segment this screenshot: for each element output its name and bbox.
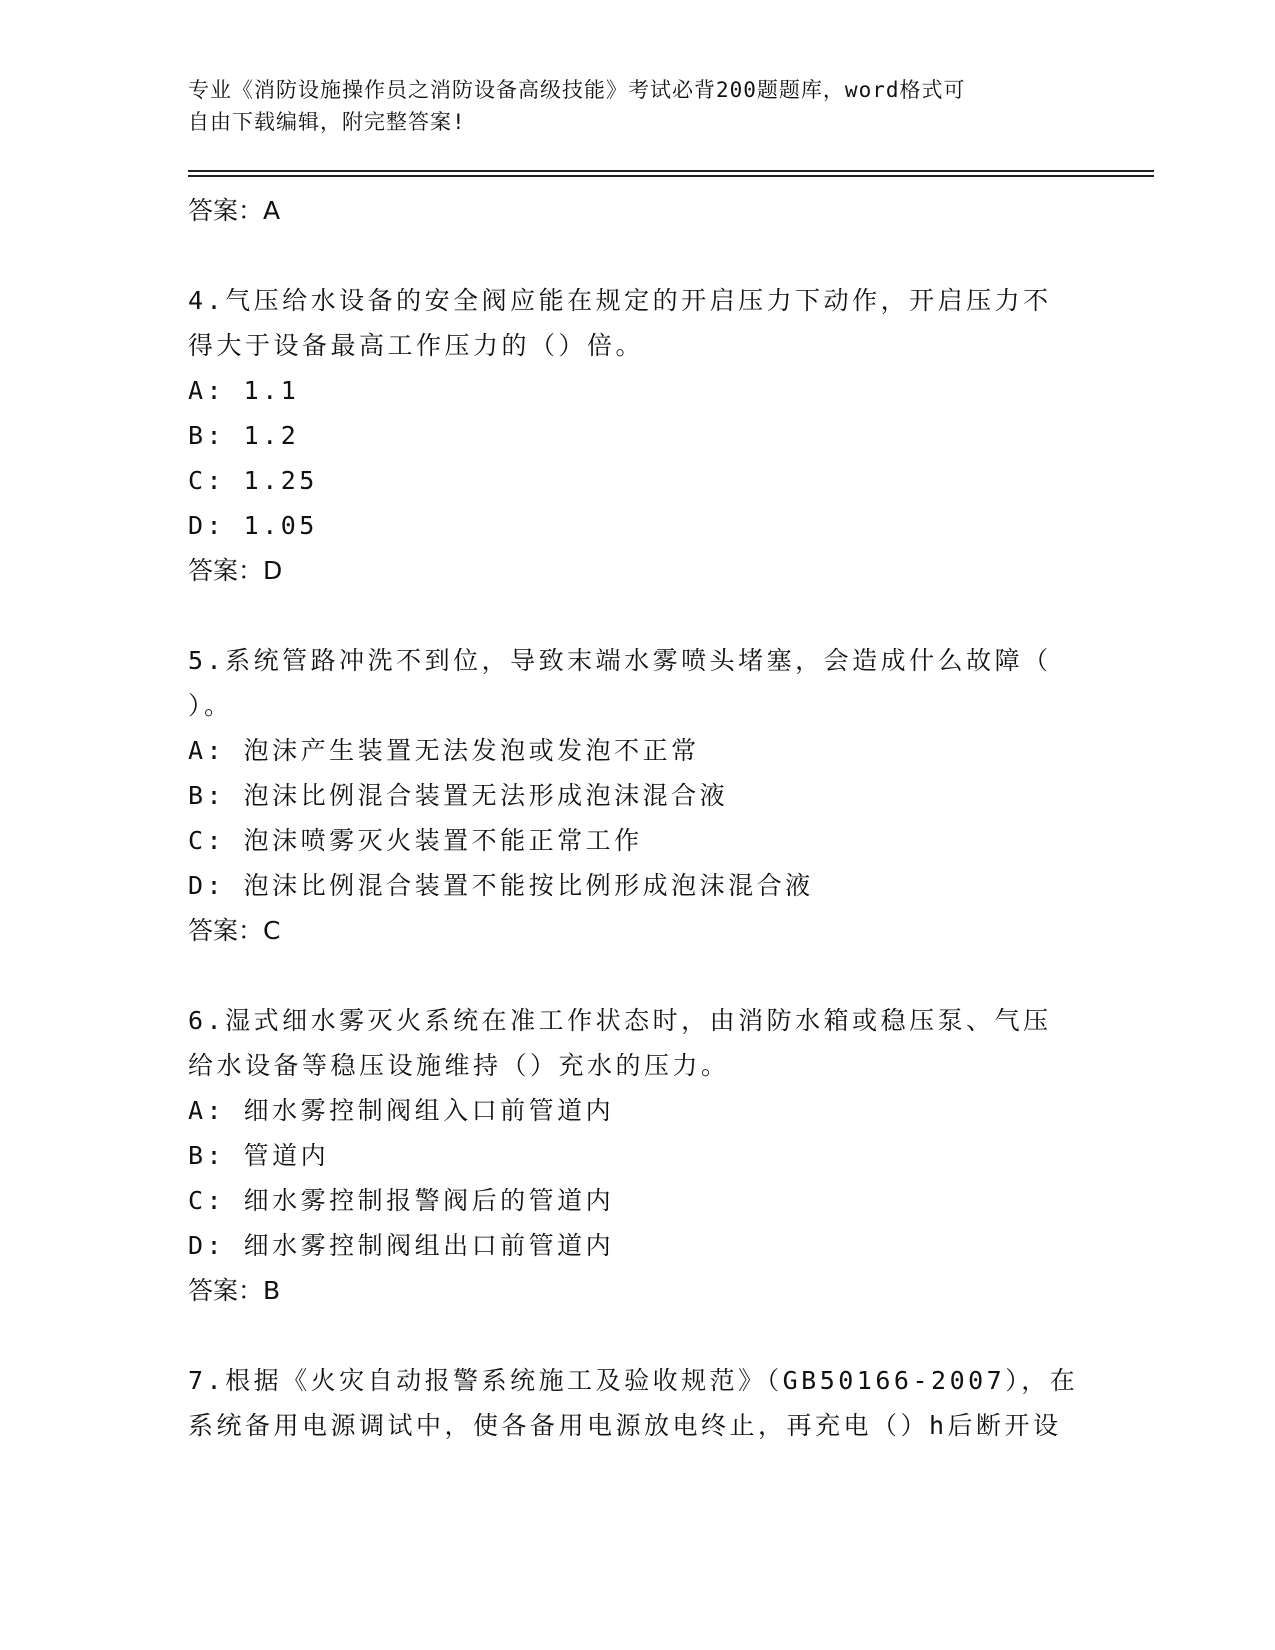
option-b: B: 1.2 <box>188 421 300 450</box>
option-c: C: 1.25 <box>188 466 318 495</box>
header-line-1: 专业《消防设施操作员之消防设备高级技能》考试必背200题题库，word格式可 <box>188 78 966 102</box>
question-4 <box>188 278 1088 594</box>
option-a: A: 1.1 <box>188 376 300 405</box>
option-d: D: 1.05 <box>188 511 318 540</box>
answer-line: 答案：D <box>188 556 283 585</box>
option-c: C: 泡沫喷雾灭火装置不能正常工作 <box>188 826 643 855</box>
answer-line: 答案：C <box>188 916 281 945</box>
question-stem-line: ）。 <box>188 691 233 720</box>
question-stem-line: 5.系统管路冲洗不到位，导致末端水雾喷头堵塞，会造成什么故障（ <box>188 646 1052 675</box>
question-5 <box>188 638 1088 954</box>
answer-line: 答案：B <box>188 1276 281 1305</box>
option-d: D: 细水雾控制阀组出口前管道内 <box>188 1231 615 1260</box>
previous-answer: 答案：A <box>188 196 281 225</box>
document-header <box>188 74 1068 138</box>
question-stem-line: 系统备用电源调试中，使各备用电源放电终止，再充电（）h后断开设 <box>188 1411 1062 1440</box>
header-divider-bottom <box>188 175 1154 177</box>
option-b: B: 管道内 <box>188 1141 330 1170</box>
question-stem-line: 7.根据《火灾自动报警系统施工及验收规范》（GB50166-2007），在 <box>188 1366 1079 1395</box>
question-6 <box>188 998 1088 1314</box>
question-stem-line: 6.湿式细水雾灭火系统在准工作状态时，由消防水箱或稳压泵、气压 <box>188 1006 1052 1035</box>
option-a: A: 细水雾控制阀组入口前管道内 <box>188 1096 615 1125</box>
question-list <box>188 188 1088 1448</box>
question-7 <box>188 1358 1088 1448</box>
question-stem-line: 4.气压给水设备的安全阀应能在规定的开启压力下动作，开启压力不 <box>188 286 1052 315</box>
option-c: C: 细水雾控制报警阀后的管道内 <box>188 1186 615 1215</box>
option-a: A: 泡沫产生装置无法发泡或发泡不正常 <box>188 736 700 765</box>
option-b: B: 泡沫比例混合装置无法形成泡沫混合液 <box>188 781 729 810</box>
header-line-2: 自由下载编辑，附完整答案! <box>188 110 466 134</box>
question-stem-line: 给水设备等稳压设施维持（）充水的压力。 <box>188 1051 730 1080</box>
header-divider-top <box>188 170 1154 172</box>
question-stem-line: 得大于设备最高工作压力的（）倍。 <box>188 331 645 360</box>
option-d: D: 泡沫比例混合装置不能按比例形成泡沫混合液 <box>188 871 814 900</box>
